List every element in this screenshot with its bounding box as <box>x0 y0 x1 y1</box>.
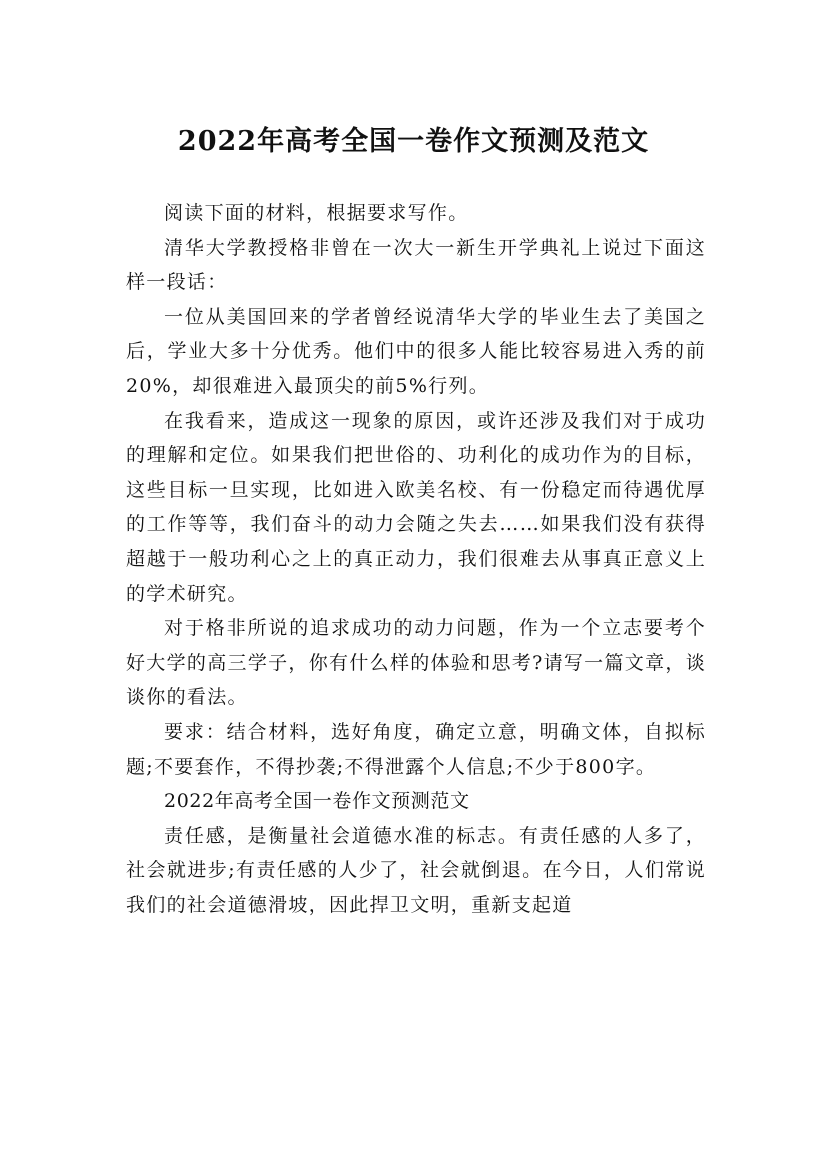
paragraph-sample-essay: 责任感，是衡量社会道德水准的标志。有责任感的人多了，社会就进步;有责任感的人少了，社会就倒退。在今日，人们常说我们的社会道德滑坡，因此捍卫文明，重新支起道 <box>126 824 706 916</box>
paragraph-quote-2: 在我看来，造成这一现象的原因，或许还涉及我们对于成功的理解和定位。如果我们把世俗的、功利化的成功作为的目标，这些目标一旦实现，比如进入欧美名校、有一份稳定而待遇优厚的工作等等，我们奋斗的动力会随之失去……如果我们没有获得超越于一般功利心之上的真正动力，我们很难去从事真正意义上的学术研究。 <box>126 409 706 605</box>
paragraph-question: 对于格非所说的追求成功的动力问题，作为一个立志要考个好大学的高三学子，你有什么样的体验和思考?请写一篇文章，谈谈你的看法。 <box>126 617 706 709</box>
document-title: 2022年高考全国一卷作文预测及范文 <box>177 126 650 158</box>
paragraph-quote-1: 一位从美国回来的学者曾经说清华大学的毕业生去了美国之后，学业大多十分优秀。他们中的很多人能比较容易进入秀的前20%，却很难进入最顶尖的前5%行列。 <box>126 305 706 397</box>
document-body <box>126 196 706 922</box>
paragraph-material-intro: 清华大学教授格非曾在一次大一新生开学典礼上说过下面这样一段话： <box>126 236 706 294</box>
paragraph-requirements: 要求：结合材料，选好角度，确定立意，明确文体，自拟标题;不要套作，不得抄袭;不得泄露个人信息;不少于800字。 <box>126 720 706 778</box>
paragraph-sample-heading: 2022年高考全国一卷作文预测范文 <box>164 790 470 813</box>
paragraph-instruction: 阅读下面的材料，根据要求写作。 <box>164 202 469 224</box>
